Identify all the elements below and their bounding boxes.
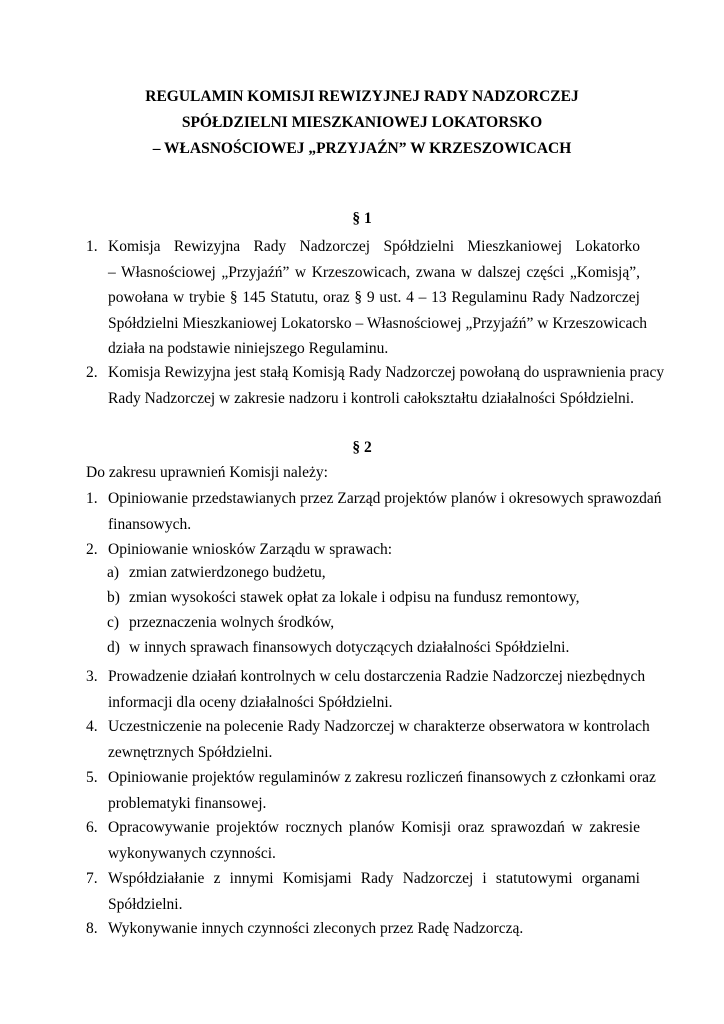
item-number: 1. [86, 490, 98, 507]
sub-item-letter: b) [107, 589, 120, 606]
section-1-item-1 [86, 234, 648, 362]
section-2-item-8 [86, 916, 640, 942]
section-2-item-6 [86, 815, 640, 866]
section-2-item-5 [86, 765, 656, 816]
item-text [108, 664, 646, 715]
section-2-item-1 [86, 486, 662, 537]
sub-item-b [107, 588, 580, 608]
item-number: 1. [86, 238, 98, 255]
text-line: Uczestniczenie na polecenie Rady Nadzorczej w charakterze obserwatora w kontrolach [108, 718, 650, 735]
sub-item-text: zmian zatwierdzonego budżetu, [129, 564, 326, 581]
text-line: – Własnościowej „Przyjaźń” w Krzeszowicach, zwana w dalszej części „Komisją”, [108, 263, 640, 281]
text-line: Komisja Rewizyjna jest stałą Komisją Rady Nadzorczej powołaną do usprawnienia pracy [108, 364, 665, 381]
item-text [108, 234, 648, 362]
text-line: Opiniowanie przedstawianych przez Zarząd projektów planów i okresowych sprawozdań [108, 490, 662, 507]
text-line: problematyki finansowej. [108, 794, 267, 812]
item-text [108, 360, 665, 411]
item-number: 6. [86, 819, 98, 836]
sub-item-text: w innych sprawach finansowych dotyczących działalności Spółdzielni. [129, 639, 570, 656]
text-line: Spółdzielni Mieszkaniowej Lokatorsko – Własnościowej „Przyjaźń” w Krzeszowicach [108, 314, 648, 332]
text-line: Opiniowanie projektów regulaminów z zakresu rozliczeń finansowych z członkami oraz [108, 769, 656, 786]
document-title [0, 84, 724, 162]
sub-item-text: zmian wysokości stawek opłat za lokale i odpisu na fundusz remontowy, [129, 589, 580, 606]
item-text [108, 537, 640, 563]
item-text [108, 714, 650, 765]
item-number: 4. [86, 718, 98, 735]
item-number: 5. [86, 769, 98, 786]
sub-item-a [107, 563, 326, 583]
sub-item-d [107, 638, 569, 658]
item-number: 7. [86, 870, 98, 887]
text-line: Opiniowanie wniosków Zarządu w sprawach: [108, 541, 393, 558]
text-line: wykonywanych czynności. [108, 844, 276, 862]
item-text [108, 765, 656, 816]
section-2-item-2 [86, 537, 640, 563]
title-line-2: SPÓŁDZIELNI MIESZKANIOWEJ LOKATORSKO [181, 114, 543, 131]
item-number: 2. [86, 541, 98, 558]
item-number: 8. [86, 920, 98, 937]
section-2-item-3 [86, 664, 646, 715]
sub-item-letter: a) [107, 564, 120, 581]
text-line: powołana w trybie § 145 Statutu, oraz § 9 ust. 4 – 13 Regulaminu Rady Nadzorczej [108, 289, 640, 307]
section-2-intro: Do zakresu uprawnień Komisji należy: [86, 464, 328, 481]
sub-item-letter: c) [107, 614, 120, 631]
text-line: zewnętrznych Spółdzielni. [108, 743, 273, 761]
section-2-item-4 [86, 714, 650, 765]
item-number: 2. [86, 364, 98, 381]
title-line-1: REGULAMIN KOMISJI REWIZYJNEJ RADY NADZORCZEJ [145, 88, 579, 105]
title-line-3: – WŁASNOŚCIOWEJ „PRZYJAŹN” W KRZESZOWICACH [152, 140, 572, 157]
item-text [108, 866, 640, 917]
text-line: Prowadzenie działań kontrolnych w celu dostarczenia Radzie Nadzorczej niezbędnych [108, 668, 646, 685]
text-line: Wykonywanie innych czynności zleconych przez Radę Nadzorczą. [108, 920, 524, 937]
text-line: finansowych. [108, 515, 192, 533]
item-text [108, 486, 662, 537]
sub-item-text: przeznaczenia wolnych środków, [129, 614, 335, 631]
text-line: Rady Nadzorczej w zakresie nadzoru i kontroli całokształtu działalności Spółdzielni. [108, 389, 634, 407]
sub-item-c [107, 613, 334, 633]
section-1-item-2 [86, 360, 665, 411]
text-line: działa na podstawie niniejszego Regulaminu. [108, 340, 389, 358]
sub-item-letter: d) [107, 639, 120, 656]
section-1-mark: § 1 [352, 210, 372, 227]
item-number: 3. [86, 668, 98, 685]
item-text [108, 916, 640, 942]
text-line: Komisja Rewizyjna Rady Nadzorczej Spółdzielni Mieszkaniowej Lokatorko [108, 238, 640, 255]
text-line: informacji dla oceny działalności Spółdzielni. [108, 693, 393, 711]
text-line: Współdziałanie z innymi Komisjami Rady Nadzorczej i statutowymi organami [108, 870, 640, 887]
section-2-mark: § 2 [352, 439, 372, 456]
section-2-item-7 [86, 866, 640, 917]
text-line: Opracowywanie projektów rocznych planów Komisji oraz sprawozdań w zakresie [108, 819, 640, 836]
text-line: Spółdzielni. [108, 895, 183, 913]
item-text [108, 815, 640, 866]
